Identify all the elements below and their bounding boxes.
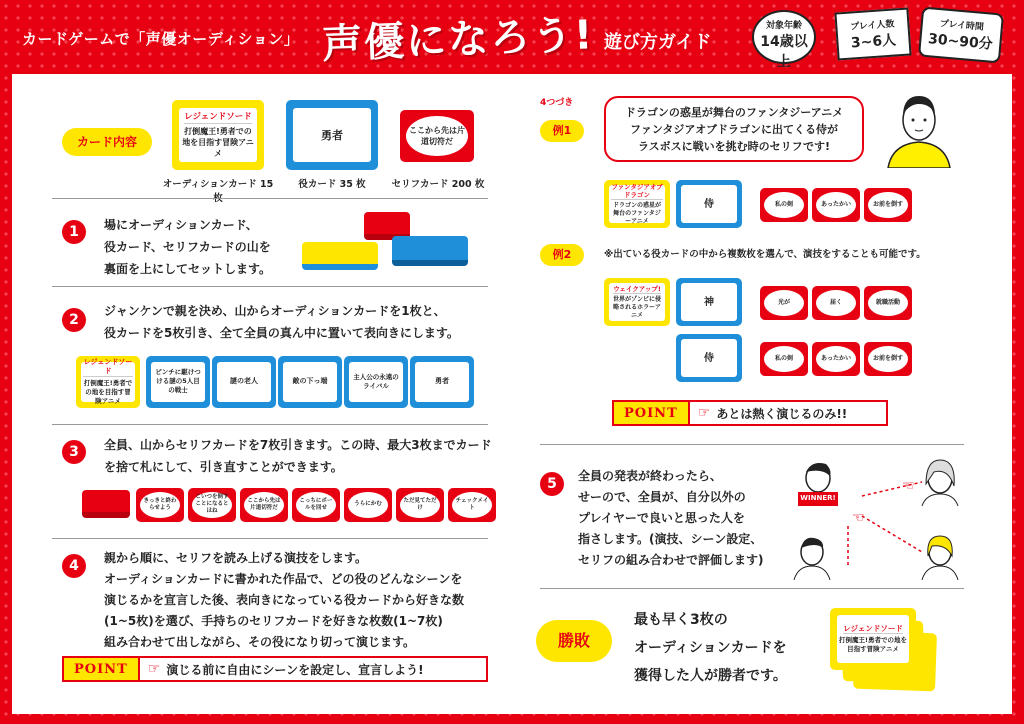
aud-card-title: ファンタジアオブドラゴン — [611, 182, 663, 199]
step-5-line: 指さします。(演技、シーン設定、 — [578, 532, 763, 546]
example-2-label: 例2 — [540, 244, 584, 266]
svg-text:☜: ☜ — [852, 510, 865, 526]
pointing-hand-icon: ☞ — [147, 661, 161, 677]
caption-role: 役カード 35 枚 — [298, 179, 366, 190]
players-badge — [834, 7, 911, 60]
divider — [540, 444, 964, 445]
line-card-text: ここから先は片道切符だ — [244, 492, 284, 519]
players-label: プレイ人数 — [850, 19, 895, 33]
victory-card-front — [830, 608, 916, 670]
contents-label: カード内容 — [62, 128, 152, 156]
step-2-number: 2 — [62, 308, 86, 332]
example-1-line-card — [760, 188, 808, 222]
aud-card-title: レジェンドソード — [843, 623, 903, 633]
role-card-text: 侍 — [681, 339, 736, 376]
age-value: 14歳以上 — [760, 34, 808, 70]
example-1-line-card — [864, 188, 912, 222]
examples-header: 4つづき — [540, 98, 574, 108]
aud-card-text: 打倒魔王!勇者での地を目指す冒険アニメ — [83, 379, 133, 405]
line-card-text: こっちにボールを回せ — [296, 492, 336, 519]
example-2-line-card — [812, 342, 860, 376]
divider — [540, 588, 964, 589]
step-2-line: 役カードを5枚引き、全て全員の真ん中に置いて表向きにします。 — [104, 326, 459, 340]
line-card-text: ここから先は片道切符だ — [406, 116, 468, 157]
example-2-line-card — [864, 286, 912, 320]
step-5-line: セリフの組み合わせで評価します) — [578, 553, 764, 567]
voting-illustration — [782, 456, 966, 580]
person-illustration — [882, 88, 956, 168]
example-2-role-card — [676, 278, 742, 326]
winner-label: WINNER! — [800, 494, 836, 502]
age-label: 対象年齢 — [765, 21, 802, 31]
pointing-hand-icon: ☞ — [697, 405, 711, 421]
role-card-text: 侍 — [681, 185, 736, 222]
step-4-line: 組み合わせて出しながら、その役になり切って演じます。 — [104, 635, 416, 649]
victory-text — [634, 606, 787, 690]
step-2-role-card — [212, 356, 276, 408]
step-1-number: 1 — [62, 220, 86, 244]
example-2-line-card — [760, 286, 808, 320]
time-label: プレイ時間 — [939, 19, 985, 33]
step-3-line-card — [292, 488, 340, 522]
time-badge — [918, 7, 1004, 64]
step-4-line: 親から順に、セリフを読み上げる演技をします。 — [104, 551, 368, 565]
example-1-line: ドラゴンの惑星が舞台のファンタジーアニメ — [624, 106, 844, 119]
aud-card-title: ウェイクアップ! — [613, 284, 661, 293]
svg-text:☜: ☜ — [902, 478, 915, 494]
role-card-text: ピンチに駆けつける謎の5人目の戦士 — [151, 362, 205, 403]
step-2-role-card — [344, 356, 408, 408]
step-1-line: 役カード、セリフカードの山を — [104, 240, 271, 254]
victory-line: オーディションカードを — [634, 640, 787, 656]
line-card-text: きっきと終わらせよう — [140, 492, 180, 519]
step-3-line: 全員、山からセリフカードを7枚引きます。この時、最大3枚までカード — [104, 438, 492, 452]
line-card-text: あったかい — [816, 346, 856, 373]
step-3-line-card — [240, 488, 288, 522]
role-card-text: 敵の下っ端 — [283, 362, 337, 403]
role-card-text: 謎の老人 — [217, 362, 271, 403]
step-3-line: を捨て札にして、引き直すことができます。 — [104, 460, 343, 474]
step-3-line-card — [396, 488, 444, 522]
line-card-text: 私の剣 — [764, 192, 804, 219]
line-card-text: お前を倒す — [868, 346, 908, 373]
role-card-text: 神 — [681, 283, 736, 320]
audition-deck-stack — [392, 236, 468, 266]
step-4-text — [104, 548, 464, 653]
step-3-line-card — [448, 488, 496, 522]
line-card-text: ただ見てただけ — [400, 492, 440, 519]
role-card-text: 主人公の永遠のライバル — [349, 362, 403, 403]
victory-line: 獲得した人が勝者です。 — [634, 668, 787, 684]
step-4-line: オーディションカードに書かれた作品で、どの役のどんなシーンを — [104, 572, 463, 586]
point-1-text: 演じる前に自由にシーンを設定し、宣言しよう! — [166, 662, 424, 677]
role-card-sample — [286, 100, 378, 170]
step-2-audition-card — [76, 356, 140, 408]
point-2 — [612, 400, 888, 426]
line-card-text: 光が — [764, 290, 804, 317]
step-2-role-card — [410, 356, 474, 408]
divider — [52, 424, 488, 425]
step-5-line: プレイヤーで良いと思った人を — [578, 511, 745, 525]
point-1-tag: POINT — [64, 658, 140, 680]
point-2-text: あとは熱く演じるのみ!! — [716, 406, 848, 421]
divider — [52, 286, 488, 287]
line-card-sample — [400, 110, 474, 162]
example-2-line-card — [812, 286, 860, 320]
players-value: 3~6人 — [850, 32, 897, 52]
step-2-role-card — [146, 356, 210, 408]
step-4-number: 4 — [62, 554, 86, 578]
victory-line: 最も早く3枚の — [634, 612, 728, 628]
example-2-line-card — [864, 342, 912, 376]
example-1-line-card — [812, 188, 860, 222]
example-1-bubble — [604, 96, 864, 162]
line-card-text: 私の剣 — [764, 346, 804, 373]
role-deck-stack — [302, 242, 378, 270]
aud-card-text: ドラゴンの惑星が舞台のファンタジーアニメ — [612, 201, 661, 225]
point-1 — [62, 656, 488, 682]
aud-card-title: レジェンドソード — [184, 111, 252, 122]
audition-card-sample — [172, 100, 264, 170]
line-card-text: お前を倒す — [868, 192, 908, 219]
guide-panel — [12, 74, 1012, 714]
step-1-text — [104, 214, 271, 280]
step-2-text — [104, 300, 459, 344]
step-1-line: 裏面を上にしてセットします。 — [104, 262, 272, 276]
line-card-text: 届く — [816, 290, 856, 317]
line-card-text: うらにかむ — [348, 492, 388, 519]
example-1-audition-card — [604, 180, 670, 228]
caption-line: セリフカード 200 枚 — [391, 179, 485, 190]
step-3-number: 3 — [62, 440, 86, 464]
line-card-text: あったかい — [816, 192, 856, 219]
aud-card-text: 打倒魔王!勇者での地を目指す冒険アニメ — [182, 126, 254, 158]
step-3-line-card — [188, 488, 236, 522]
step-4-line: 演じるかを宣言した後、表向きになっている役カードから好きな数 — [104, 593, 465, 607]
role-card-text: 勇者 — [293, 108, 370, 163]
example-1-label: 例1 — [540, 120, 584, 142]
example-1-line: ファンタジアオブドラゴンに出てくる侍が — [630, 123, 838, 136]
header-subtitle: カードゲームで「声優オーディション」 — [22, 30, 300, 48]
step-3-text — [104, 434, 492, 478]
aud-card-title: レジェンドソード — [83, 358, 133, 375]
line-card-text: こいつを倒すことになるとはね — [192, 492, 232, 519]
victory-label: 勝敗 — [536, 620, 612, 662]
step-5-line: せーので、全員が、自分以外の — [578, 490, 746, 504]
example-2-role-card — [676, 334, 742, 382]
line-card-text: チェックメイト — [452, 492, 492, 519]
header-guide: 遊び方ガイド — [604, 32, 712, 53]
role-card-text: 勇者 — [415, 362, 469, 403]
point-2-tag: POINT — [614, 402, 690, 424]
step-5-text — [578, 466, 764, 571]
example-2-audition-card — [604, 278, 670, 326]
step-2-line: ジャンケンで親を決め、山からオーディションカードを1枚と、 — [104, 304, 446, 318]
step-1-line: 場にオーディションカード、 — [104, 218, 258, 232]
example-1-role-card — [676, 180, 742, 228]
step-2-role-card — [278, 356, 342, 408]
aud-card-text: 打倒魔王!勇者での地を目指す冒険アニメ — [839, 635, 907, 653]
example-2-line-card — [760, 342, 808, 376]
header-title: 声優になろう! — [321, 12, 596, 68]
example-2-note: ※出ている役カードの中から複数枚を選んで、演技をすることも可能です。 — [604, 249, 926, 260]
line-card-text: 就職活動 — [868, 290, 908, 317]
step-4-line: (1~5枚)を選び、手持ちのセリフカードを好きな枚数(1~7枚) — [104, 614, 443, 628]
age-badge — [752, 10, 816, 70]
step-3-line-card — [136, 488, 184, 522]
caption-audition: オーディションカード 15 — [162, 179, 274, 190]
step-5-line: 全員の発表が終わったら、 — [578, 469, 722, 483]
step-5-number: 5 — [540, 472, 564, 496]
divider — [52, 198, 488, 199]
example-1-line: ラスボスに戦いを挑む時のセリフです! — [637, 140, 830, 153]
time-value: 30~90分 — [927, 31, 994, 53]
aud-card-text: 世界がゾンビに侵略されるホラーアニメ — [612, 295, 661, 319]
step-3-line-card — [344, 488, 392, 522]
divider — [52, 538, 488, 539]
line-deck-stack — [82, 490, 130, 518]
